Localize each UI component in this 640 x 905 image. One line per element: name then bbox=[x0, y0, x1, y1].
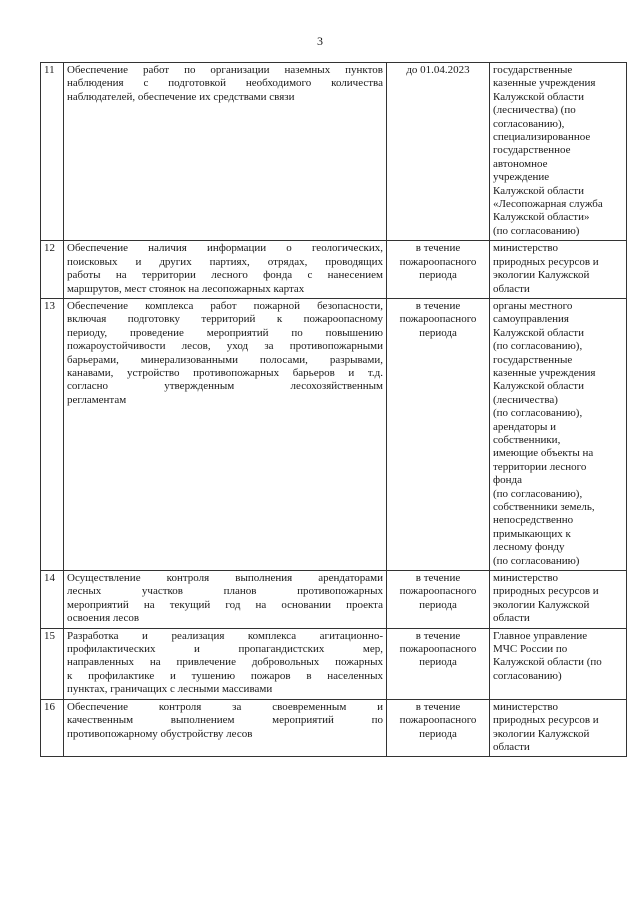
responsible-parties-line: собственники, bbox=[493, 433, 561, 446]
table-row bbox=[41, 699, 627, 757]
measure-deadline-line: пожароопасного bbox=[399, 714, 477, 727]
responsible-parties-line: Калужской области (по bbox=[493, 656, 602, 669]
measure-description-line: пожароустойчивости лесов, уход за противопожарными bbox=[67, 340, 383, 353]
responsible-parties-line: экологии Калужской bbox=[493, 598, 590, 611]
responsible-parties-line: Калужской области» bbox=[493, 211, 590, 224]
responsible-parties-line: МЧС России по bbox=[493, 643, 568, 656]
measure-description-line: направленных на привлечение добровольных пожарных bbox=[67, 656, 383, 669]
measure-deadline-line: в течение bbox=[415, 629, 461, 642]
responsible-parties-line: территории лесного bbox=[493, 460, 587, 473]
responsible-parties-line: экологии Калужской bbox=[493, 269, 590, 282]
table-row bbox=[41, 571, 627, 629]
responsible-parties-line: области bbox=[493, 740, 530, 753]
measure-description bbox=[64, 571, 387, 629]
measure-description-line: работы на территории лесного фонда с нанесением bbox=[67, 269, 383, 282]
measure-description bbox=[64, 628, 387, 699]
responsible-parties-line: примыкающих к bbox=[493, 527, 571, 540]
responsible-parties-line: государственные bbox=[493, 64, 573, 76]
responsible-parties-line: арендаторы и bbox=[493, 420, 557, 433]
measure-description-line: включая подготовку территорий к пожароопасному bbox=[67, 313, 383, 326]
measure-deadline-line: периода bbox=[419, 269, 457, 282]
measures-table bbox=[40, 62, 627, 757]
responsible-parties bbox=[490, 298, 627, 570]
responsible-parties-line: Калужской области bbox=[493, 326, 584, 339]
measure-deadline bbox=[387, 628, 490, 699]
responsible-parties-line: (по согласованию), bbox=[493, 487, 583, 500]
page-number: 3 bbox=[317, 34, 323, 48]
responsible-parties-line: Калужской области bbox=[493, 184, 584, 197]
table-row bbox=[41, 298, 627, 570]
responsible-parties-line: (лесничества) bbox=[493, 393, 558, 406]
responsible-parties-line: собственники земель, bbox=[493, 501, 595, 513]
measure-description-line: Разработка и реализация комплекса агитационно- bbox=[67, 629, 383, 642]
measure-deadline-line: периода bbox=[419, 727, 457, 740]
responsible-parties-line: природных ресурсов и bbox=[493, 714, 599, 727]
responsible-parties-line: фонда bbox=[493, 474, 522, 487]
responsible-parties-line: природных ресурсов и bbox=[493, 585, 599, 598]
responsible-parties-line: органы местного bbox=[493, 299, 573, 312]
responsible-parties-line: Калужской области bbox=[493, 90, 584, 103]
responsible-parties bbox=[490, 699, 627, 757]
measure-description-line: Обеспечение работ по организации наземных пунктов bbox=[67, 64, 383, 76]
measure-deadline-line: пожароопасного bbox=[399, 643, 477, 656]
responsible-parties-line: автономное bbox=[493, 157, 548, 170]
measure-deadline-line: в течение bbox=[415, 299, 461, 312]
responsible-parties-line: (по согласованию) bbox=[493, 224, 580, 237]
measure-description-line: наблюдателей, обеспечение их средствами связи bbox=[67, 90, 295, 103]
measure-deadline-line: пожароопасного bbox=[399, 313, 477, 326]
responsible-parties-line: (по согласованию) bbox=[493, 554, 580, 567]
responsible-parties-line: лесному фонду bbox=[493, 541, 565, 554]
table-row bbox=[41, 628, 627, 699]
table-row bbox=[41, 63, 627, 241]
measure-description-line: согласно утвержденным лесохозяйственным bbox=[67, 380, 383, 393]
responsible-parties-line: государственные bbox=[493, 353, 573, 366]
responsible-parties-line: имеющие объекты на bbox=[493, 447, 594, 460]
measure-description-line: Обеспечение наличия информации о геологических, bbox=[67, 242, 383, 255]
responsible-parties-line: государственное bbox=[493, 144, 571, 157]
measure-description-line: мероприятий на текущий год на основании проекта bbox=[67, 598, 383, 611]
responsible-parties-line: согласованию), bbox=[493, 117, 565, 130]
measure-description-line: Осуществление контроля выполнения арендаторами bbox=[67, 572, 383, 585]
row-number: 12 bbox=[41, 241, 64, 299]
measure-deadline-line: периода bbox=[419, 326, 457, 339]
measure-deadline bbox=[387, 241, 490, 299]
responsible-parties-line: непосредственно bbox=[493, 514, 574, 527]
row-number: 11 bbox=[41, 63, 64, 241]
measure-deadline-line: периода bbox=[419, 598, 457, 611]
row-number: 14 bbox=[41, 571, 64, 629]
measure-description-line: маршрутов, мест стоянок на лесопожарных картах bbox=[67, 282, 305, 295]
responsible-parties-line: министерство bbox=[493, 242, 559, 255]
responsible-parties-line: самоуправления bbox=[493, 313, 569, 326]
responsible-parties-line: (по согласованию), bbox=[493, 340, 583, 353]
measure-description-line: поисковых и других партиях, отрядах, проводящих bbox=[67, 255, 383, 268]
responsible-parties-line: министерство bbox=[493, 572, 559, 585]
measure-description-line: профилактических и пропагандистских мер, bbox=[67, 643, 383, 656]
measure-deadline bbox=[387, 571, 490, 629]
measure-description-line: пунктах, граничащих с лесными массивами bbox=[67, 683, 273, 696]
measure-deadline-line: пожароопасного bbox=[399, 585, 477, 598]
responsible-parties-line: экологии Калужской bbox=[493, 727, 590, 740]
measure-description bbox=[64, 241, 387, 299]
responsible-parties bbox=[490, 628, 627, 699]
measure-description-line: наблюдения с подготовкой необходимого количества bbox=[67, 77, 383, 90]
row-number: 16 bbox=[41, 699, 64, 757]
measure-description-line: канавами, устройство противопожарных барьеров и т.д. bbox=[67, 366, 383, 379]
measure-description-line: качественным выполнением мероприятий по bbox=[67, 714, 383, 727]
measure-deadline bbox=[387, 298, 490, 570]
responsible-parties-line: области bbox=[493, 612, 530, 625]
table-row bbox=[41, 241, 627, 299]
responsible-parties-line: (лесничества) (по bbox=[493, 104, 576, 117]
responsible-parties-line: Главное управление bbox=[493, 629, 588, 642]
responsible-parties-line: природных ресурсов и bbox=[493, 255, 599, 268]
measure-description-line: регламентам bbox=[67, 393, 127, 406]
measure-description bbox=[64, 699, 387, 757]
measure-deadline-line: в течение bbox=[415, 700, 461, 713]
responsible-parties-line: (по согласованию), bbox=[493, 407, 583, 420]
measure-deadline-line: в течение bbox=[415, 572, 461, 585]
responsible-parties-line: области bbox=[493, 282, 530, 295]
measure-description-line: противопожарному обустройству лесов bbox=[67, 727, 253, 740]
measure-description-line: барьерами, минерализованными полосами, разрывами, bbox=[67, 353, 383, 366]
measure-deadline-line: в течение bbox=[415, 242, 461, 255]
measure-description-line: лесных участков планов противопожарных bbox=[67, 585, 383, 598]
measure-description-line: периоду, проведение мероприятий по повышению bbox=[67, 326, 383, 339]
measure-deadline-line: пожароопасного bbox=[399, 255, 477, 268]
responsible-parties-line: учреждение bbox=[493, 171, 550, 184]
row-number: 15 bbox=[41, 628, 64, 699]
measure-deadline bbox=[387, 699, 490, 757]
responsible-parties bbox=[490, 63, 627, 241]
measure-description-line: освоения лесов bbox=[67, 612, 140, 625]
responsible-parties bbox=[490, 241, 627, 299]
measure-description bbox=[64, 298, 387, 570]
measures-table-body bbox=[41, 63, 627, 757]
measure-description-line: к профилактике и тушению пожаров в населенных bbox=[67, 669, 383, 682]
responsible-parties-line: министерство bbox=[493, 700, 559, 713]
responsible-parties bbox=[490, 571, 627, 629]
measure-description-line: Обеспечение контроля за своевременным и bbox=[67, 700, 383, 713]
measure-deadline-line: периода bbox=[419, 656, 457, 669]
responsible-parties-line: согласованию) bbox=[493, 669, 562, 682]
responsible-parties-line: казенные учреждения bbox=[493, 77, 596, 90]
responsible-parties-line: казенные учреждения bbox=[493, 366, 596, 379]
responsible-parties-line: Калужской области bbox=[493, 380, 584, 393]
row-number: 13 bbox=[41, 298, 64, 570]
measure-deadline bbox=[387, 63, 490, 241]
measure-deadline-line: до 01.04.2023 bbox=[406, 64, 470, 76]
responsible-parties-line: «Лесопожарная служба bbox=[493, 198, 603, 211]
measure-description bbox=[64, 63, 387, 241]
measure-description-line: Обеспечение комплекса работ пожарной безопасности, bbox=[67, 299, 383, 312]
responsible-parties-line: специализированное bbox=[493, 131, 591, 144]
